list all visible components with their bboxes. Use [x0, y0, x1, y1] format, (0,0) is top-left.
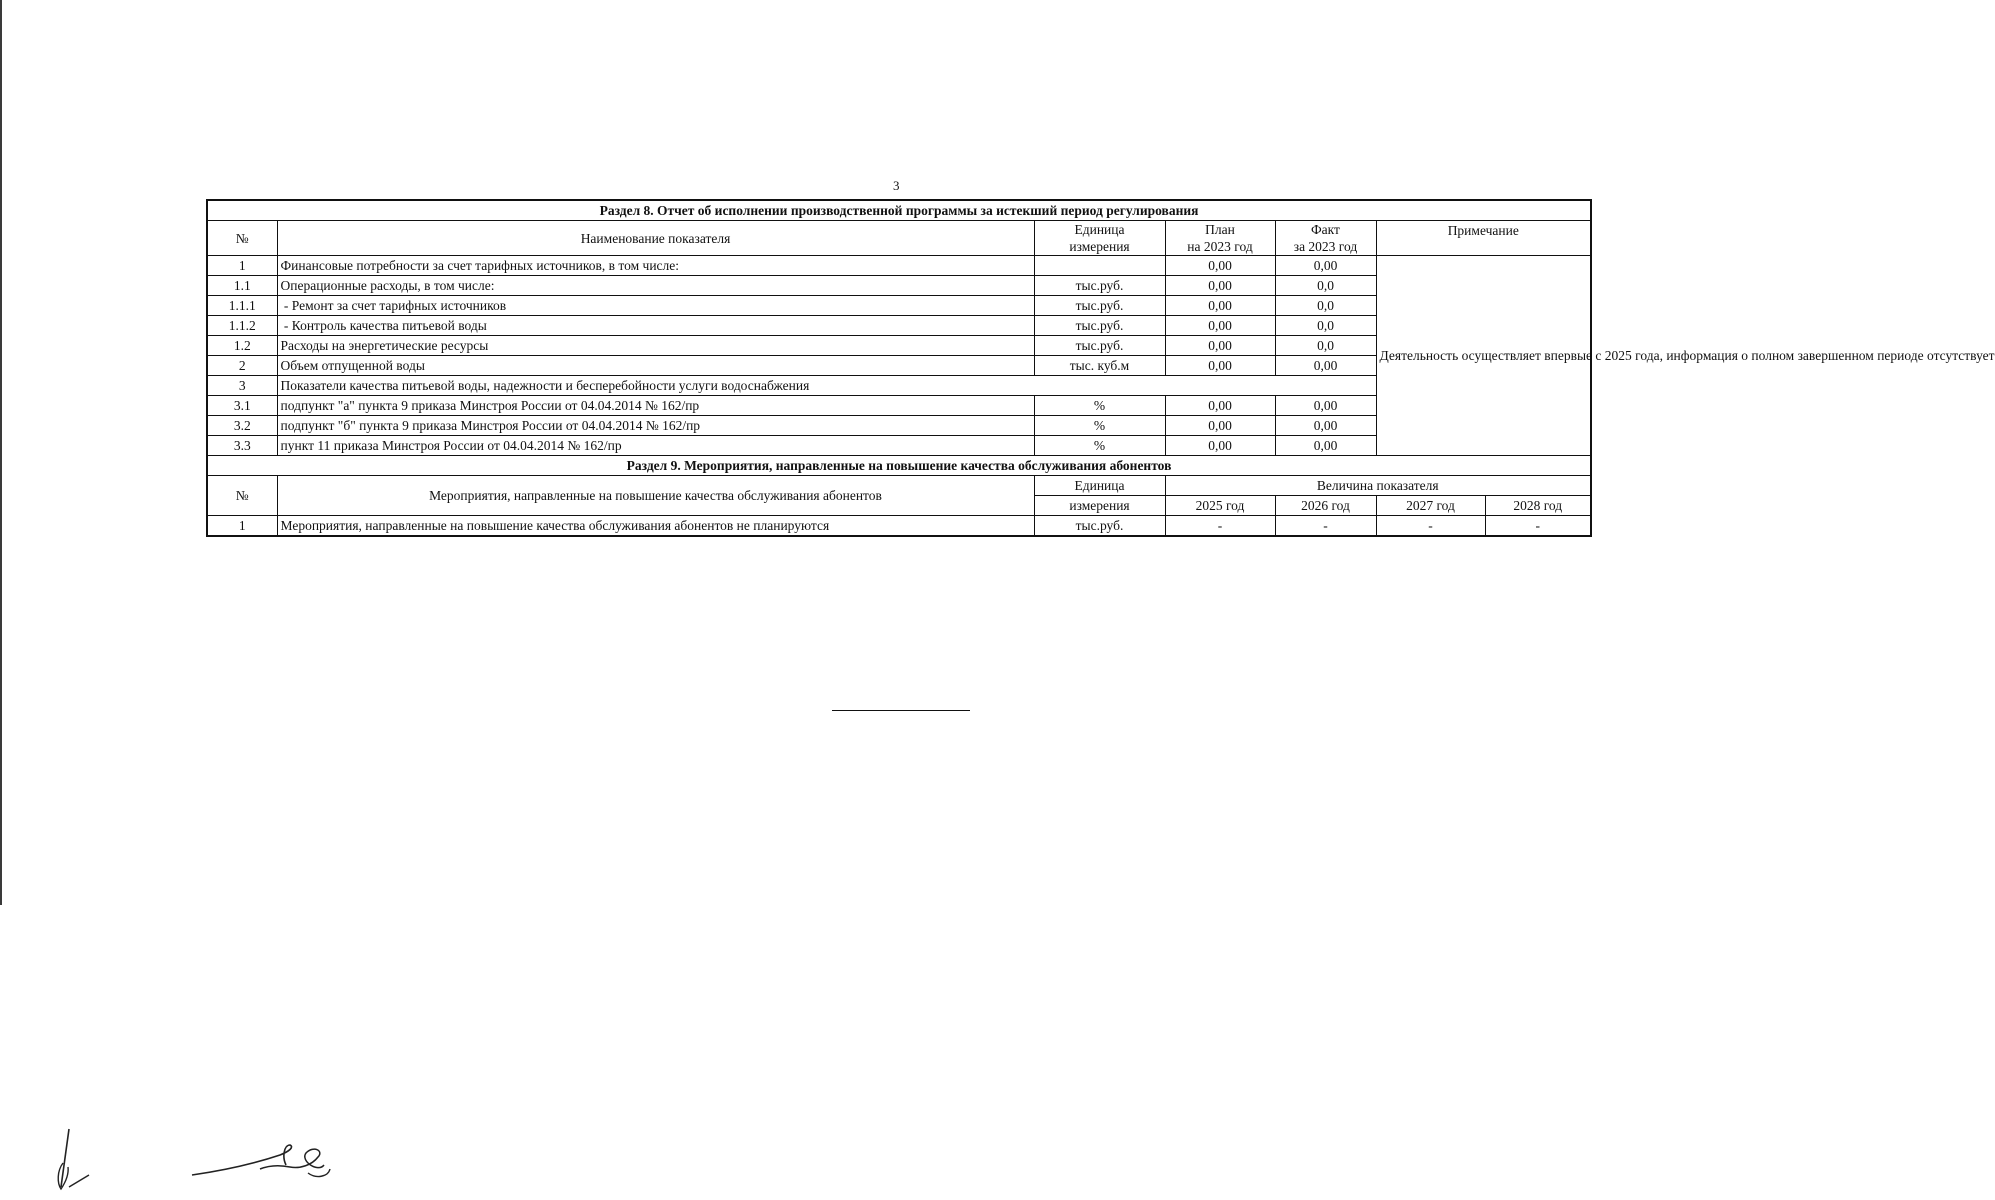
row-name: - Ремонт за счет тарифных источников: [277, 296, 1034, 316]
header-name: Наименование показателя: [277, 221, 1034, 256]
row-num: 1: [207, 516, 277, 537]
header-unit-top: Единица: [1074, 222, 1125, 237]
row-fact: 0,0: [1275, 296, 1376, 316]
row-name: Объем отпущенной воды: [277, 356, 1034, 376]
row-fact: 0,00: [1275, 356, 1376, 376]
row-plan: 0,00: [1165, 416, 1275, 436]
table-row: [207, 516, 1591, 537]
row-value: -: [1376, 516, 1485, 537]
footer-rule: [832, 710, 970, 711]
row-unit: %: [1034, 416, 1165, 436]
header-unit-bottom: измерения: [1069, 239, 1130, 254]
header-plan-top: План: [1205, 222, 1235, 237]
row-unit: тыс.руб.: [1034, 296, 1165, 316]
row-unit: тыс.руб.: [1034, 516, 1165, 537]
header-year: 2027 год: [1376, 496, 1485, 516]
row-num: 1.2: [207, 336, 277, 356]
row-num: 1: [207, 256, 277, 276]
row-num: 1.1: [207, 276, 277, 296]
header-year: 2025 год: [1165, 496, 1275, 516]
row-fact: 0,00: [1275, 416, 1376, 436]
header-fact-bottom: за 2023 год: [1293, 239, 1358, 254]
row-fact: 0,0: [1275, 276, 1376, 296]
row-name: Показатели качества питьевой воды, надежности и бесперебойности услуги водоснабжения: [277, 376, 1376, 396]
report-table: [206, 199, 1995, 537]
row-unit: %: [1034, 436, 1165, 456]
header-plan-bottom: на 2023 год: [1187, 239, 1253, 254]
signature-mark: [190, 1135, 340, 1185]
row-plan: 0,00: [1165, 396, 1275, 416]
row-num: 3: [207, 376, 277, 396]
row-value: -: [1165, 516, 1275, 537]
section8-title-row: [207, 200, 1591, 221]
row-value: -: [1275, 516, 1376, 537]
header-fact-top: Факт: [1311, 222, 1340, 237]
row-fact: 0,0: [1275, 316, 1376, 336]
row-num: 3.3: [207, 436, 277, 456]
row-num: 1.1.1: [207, 296, 277, 316]
row-name: Операционные расходы, в том числе:: [277, 276, 1034, 296]
row-unit: тыс.руб.: [1034, 276, 1165, 296]
header-num: №: [207, 476, 277, 516]
row-plan: 0,00: [1165, 356, 1275, 376]
page-number: 3: [893, 178, 900, 193]
row-name: - Контроль качества питьевой воды: [277, 316, 1034, 336]
row-name: подпункт "б" пункта 9 приказа Минстроя России от 04.04.2014 № 162/пр: [277, 416, 1034, 436]
initials-mark: [55, 1125, 105, 1200]
section9-title-row: [207, 456, 1591, 476]
row-plan: 0,00: [1165, 316, 1275, 336]
row-plan: 0,00: [1165, 296, 1275, 316]
row-plan: 0,00: [1165, 336, 1275, 356]
row-fact: 0,00: [1275, 436, 1376, 456]
table-row: [207, 256, 1591, 276]
section8-title: Раздел 8. Отчет об исполнении производственной программы за истекший период регулирования: [207, 200, 1591, 221]
row-plan: 0,00: [1165, 436, 1275, 456]
row-name: Мероприятия, направленные на повышение качества обслуживания абонентов не планируются: [277, 516, 1034, 537]
row-unit: тыс. куб.м: [1034, 356, 1165, 376]
header-value: Величина показателя: [1165, 476, 1591, 496]
row-unit: тыс.руб.: [1034, 336, 1165, 356]
row-name: Финансовые потребности за счет тарифных источников, в том числе:: [277, 256, 1034, 276]
header-unit: [1034, 221, 1165, 256]
section9-header-row: [207, 476, 1591, 496]
row-name: Расходы на энергетические ресурсы: [277, 336, 1034, 356]
header-num: №: [207, 221, 277, 256]
header-year: 2026 год: [1275, 496, 1376, 516]
row-plan: 0,00: [1165, 256, 1275, 276]
header-note: Примечание: [1376, 221, 1591, 256]
section8-header-row: [207, 221, 1591, 256]
header-plan: [1165, 221, 1275, 256]
row-num: 1.1.2: [207, 316, 277, 336]
header-year: 2028 год: [1485, 496, 1591, 516]
header-unit-top: Единица: [1034, 476, 1165, 496]
row-fact: 0,00: [1275, 396, 1376, 416]
row-name: подпункт "а" пункта 9 приказа Минстроя России от 04.04.2014 № 162/пр: [277, 396, 1034, 416]
row-name: пункт 11 приказа Минстроя России от 04.04.2014 № 162/пр: [277, 436, 1034, 456]
row-unit: тыс.руб.: [1034, 316, 1165, 336]
row-num: 2: [207, 356, 277, 376]
row-fact: 0,0: [1275, 336, 1376, 356]
header-fact: [1275, 221, 1376, 256]
row-fact: 0,00: [1275, 256, 1376, 276]
scan-edge: [0, 0, 2, 905]
row-num: 3.1: [207, 396, 277, 416]
row-plan: 0,00: [1165, 276, 1275, 296]
row-value: -: [1485, 516, 1591, 537]
section9-title: Раздел 9. Мероприятия, направленные на повышение качества обслуживания абонентов: [207, 456, 1591, 476]
row-num: 3.2: [207, 416, 277, 436]
header-unit-bottom: измерения: [1034, 496, 1165, 516]
header-name: Мероприятия, направленные на повышение качества обслуживания абонентов: [277, 476, 1034, 516]
row-unit: %: [1034, 396, 1165, 416]
section8-note: Деятельность осуществляет впервые с 2025 года, информация о полном завершенном периоде отсутствует: [1376, 256, 1591, 456]
row-unit: [1034, 256, 1165, 276]
